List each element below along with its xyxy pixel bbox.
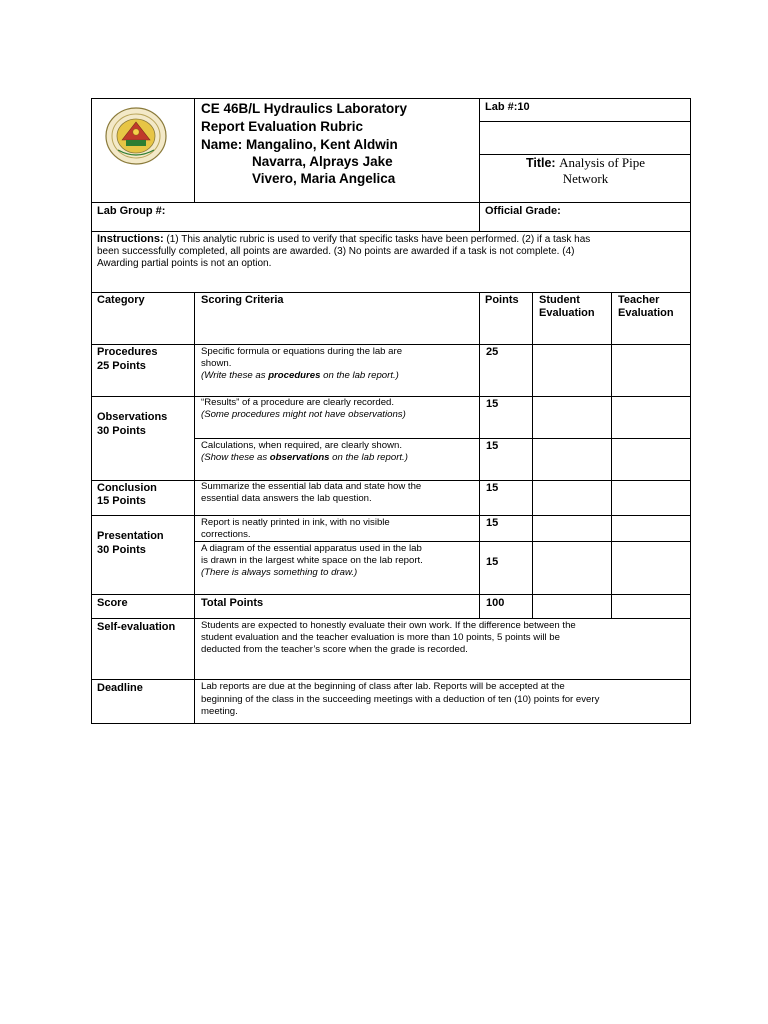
rubric-title: Report Evaluation Rubric <box>201 119 364 134</box>
instructions-line-1 <box>97 233 590 247</box>
lab-title-line2: Network <box>562 171 609 186</box>
observations-criteria-a1: “Results” of a procedure are clearly recorded. <box>201 397 395 408</box>
lab-title-line1: Analysis of Pipe <box>559 155 646 170</box>
observations-note-pre: (Show these as <box>201 452 270 463</box>
procedures-note-bold: procedures <box>268 370 321 381</box>
procedures-criteria-3 <box>201 370 399 382</box>
lab-title-label: Title: <box>525 156 556 170</box>
observations-criteria-a2: (Some procedures might not have observations) <box>201 409 406 420</box>
observations-note-post: on the lab report.) <box>329 452 408 463</box>
official-grade-label: Official Grade: <box>485 205 561 217</box>
self-evaluation-category: Self-evaluation <box>97 621 176 633</box>
conclusion-points-label: 15 Points <box>97 495 146 507</box>
procedures-note-pre: (Write these as <box>201 370 269 381</box>
col-category: Category <box>97 294 145 306</box>
score-category: Score <box>97 597 128 609</box>
self-evaluation-text-3: deducted from the teacher’s score when the grade is recorded. <box>201 644 468 655</box>
instructions-label: Instructions: <box>97 233 164 245</box>
presentation-points-label: 30 Points <box>97 544 146 556</box>
deadline-text-1: Lab reports are due at the beginning of class after lab. Reports will be accepted at the <box>201 681 565 692</box>
procedures-points-label: 25 Points <box>97 360 146 372</box>
procedures-points: 25 <box>486 346 499 358</box>
conclusion-criteria-1: Summarize the essential lab data and state how the <box>201 481 422 492</box>
student-name-1: Name: Mangalino, Kent Aldwin <box>201 137 398 152</box>
observations-criteria-b1: Calculations, when required, are clearly shown. <box>201 440 403 451</box>
presentation-criteria-b3: (There is always something to draw.) <box>201 567 358 578</box>
course-title: CE 46B/L Hydraulics Laboratory <box>201 101 408 116</box>
col-teacher-2: Evaluation <box>618 307 674 319</box>
col-student-2: Evaluation <box>539 307 595 319</box>
procedures-criteria-1: Specific formula or equations during the lab are <box>201 346 403 357</box>
presentation-criteria-a2: corrections. <box>201 529 251 540</box>
total-points-value: 100 <box>486 597 505 609</box>
presentation-points-b: 15 <box>486 556 499 568</box>
lab-title <box>480 155 691 186</box>
self-evaluation-text-2: student evaluation and the teacher evaluation is more than 10 points, 5 points will be <box>201 632 560 643</box>
lab-group-label: Lab Group #: <box>97 205 166 217</box>
col-scoring-criteria: Scoring Criteria <box>201 294 284 306</box>
self-evaluation-text-1: Students are expected to honestly evaluate their own work. If the difference between the <box>201 620 576 631</box>
deadline-category: Deadline <box>97 682 143 694</box>
observations-note-bold: observations <box>269 452 330 463</box>
presentation-category: Presentation <box>97 530 164 542</box>
seal-icon <box>104 106 168 166</box>
procedures-criteria-2: shown. <box>201 358 232 369</box>
observations-points-b: 15 <box>486 440 499 452</box>
observations-points-a: 15 <box>486 398 499 410</box>
col-student-1: Student <box>539 294 580 306</box>
deadline-text-3: meeting. <box>201 706 238 717</box>
lab-number: Lab #:10 <box>485 101 530 113</box>
conclusion-criteria-2: essential data answers the lab question. <box>201 493 372 504</box>
university-seal-logo <box>104 106 168 166</box>
observations-criteria-b2 <box>201 452 408 464</box>
col-points: Points <box>485 294 519 306</box>
student-name-3: Vivero, Maria Angelica <box>252 171 396 186</box>
procedures-category: Procedures <box>97 346 158 358</box>
instructions-text-1: (1) This analytic rubric is used to verify that specific tasks have been performed. (2) if a task has <box>166 234 591 245</box>
procedures-note-post: on the lab report.) <box>320 370 399 381</box>
col-teacher-1: Teacher <box>618 294 660 306</box>
presentation-criteria-b2: is drawn in the largest white space on the lab report. <box>201 555 423 566</box>
conclusion-category: Conclusion <box>97 482 157 494</box>
observations-category: Observations <box>97 411 168 423</box>
presentation-criteria-b1: A diagram of the essential apparatus used in the lab <box>201 543 422 554</box>
student-name-2: Navarra, Alprays Jake <box>252 154 393 169</box>
presentation-criteria-a1: Report is neatly printed in ink, with no visible <box>201 517 390 528</box>
instructions-line-3: Awarding partial points is not an option. <box>97 258 272 269</box>
presentation-points-a: 15 <box>486 517 499 529</box>
deadline-text-2: beginning of the class in the succeeding meetings with a deduction of ten (10) points for every <box>201 694 600 705</box>
total-points-label: Total Points <box>201 597 264 609</box>
instructions-line-2: been successfully completed, all points are awarded. (3) No points are awarded if a task is not complete. (4) <box>97 246 575 257</box>
observations-points-label: 30 Points <box>97 425 146 437</box>
conclusion-points: 15 <box>486 482 499 494</box>
